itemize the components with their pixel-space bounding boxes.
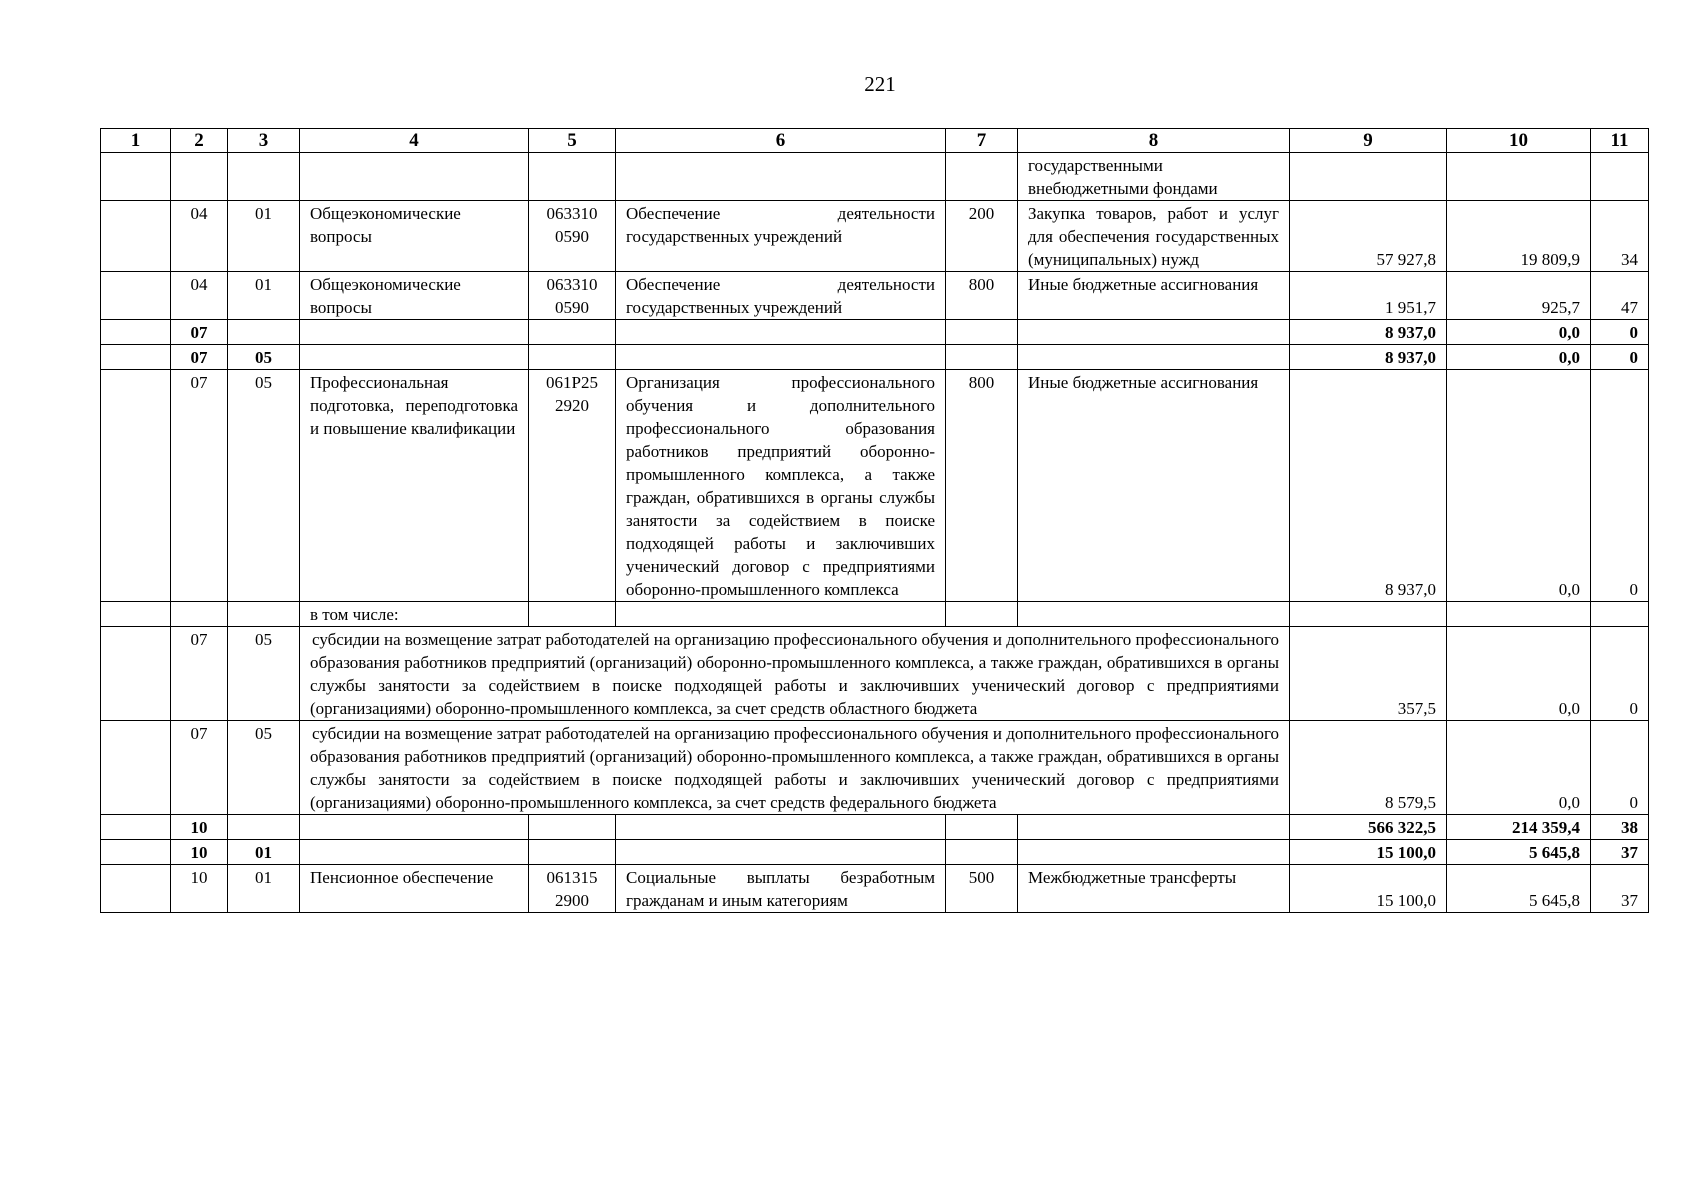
budget-table xyxy=(100,128,1649,913)
cell-section: 10 xyxy=(171,865,228,913)
cell-plan xyxy=(1290,153,1447,201)
cell-actual: 5 645,8 xyxy=(1447,840,1591,865)
cell-1 xyxy=(101,370,171,602)
cell-section: 04 xyxy=(171,201,228,272)
cell-actual xyxy=(1447,153,1591,201)
cell-1 xyxy=(101,840,171,865)
header-cell: 4 xyxy=(300,129,529,153)
cell-expense-type xyxy=(946,815,1018,840)
cell-plan: 15 100,0 xyxy=(1290,840,1447,865)
cell-1 xyxy=(101,345,171,370)
table-row-total xyxy=(101,815,1649,840)
cell-actual: 0,0 xyxy=(1447,370,1591,602)
cell-expense-name: государственными внебюджетными фондами xyxy=(1018,153,1290,201)
cell-percent: 47 xyxy=(1591,272,1649,320)
table-row-total xyxy=(101,840,1649,865)
header-cell: 2 xyxy=(171,129,228,153)
cell-section xyxy=(171,153,228,201)
table-row xyxy=(101,201,1649,272)
cell-target-code: 061Р25 2920 xyxy=(529,370,616,602)
cell-subsection xyxy=(228,815,300,840)
cell-name: в том числе: xyxy=(300,602,529,627)
header-cell: 3 xyxy=(228,129,300,153)
cell-subsection: 05 xyxy=(228,721,300,815)
cell-subsection: 01 xyxy=(228,272,300,320)
cell-actual: 214 359,4 xyxy=(1447,815,1591,840)
cell-actual xyxy=(1447,602,1591,627)
cell-name: Пенсионное обеспечение xyxy=(300,865,529,913)
cell-target-name xyxy=(616,320,946,345)
cell-section: 10 xyxy=(171,815,228,840)
header-cell: 6 xyxy=(616,129,946,153)
cell-expense-type xyxy=(946,840,1018,865)
cell-name: Профессиональная подготовка, переподготовка и повышение квалификации xyxy=(300,370,529,602)
cell-target-name: Социальные выплаты безработным гражданам и иным категориям xyxy=(616,865,946,913)
cell-expense-type xyxy=(946,602,1018,627)
cell-plan: 8 579,5 xyxy=(1290,721,1447,815)
cell-target-code xyxy=(529,153,616,201)
cell-target-code xyxy=(529,320,616,345)
cell-percent: 37 xyxy=(1591,865,1649,913)
cell-percent: 0 xyxy=(1591,320,1649,345)
header-cell: 5 xyxy=(529,129,616,153)
header-cell: 7 xyxy=(946,129,1018,153)
cell-subsection: 01 xyxy=(228,840,300,865)
cell-actual: 0,0 xyxy=(1447,345,1591,370)
cell-1 xyxy=(101,201,171,272)
cell-subsection xyxy=(228,602,300,627)
table-row xyxy=(101,627,1649,721)
cell-target-code: 063310 0590 xyxy=(529,272,616,320)
cell-expense-name: Иные бюджетные ассигнования xyxy=(1018,272,1290,320)
cell-subsidy-description: субсидии на возмещение затрат работодателей на организацию профессионального обучения и дополнительного профессионального образования работников предприятий (организаций) оборонно-промышленного комплекса, а также граждан, обратившихся в органы службы занятости за содействием в поиске подходящей работы и заключивших ученический договор с предприятиями (организациями) оборонно-промышленного комплекса, за счет средств областного бюджета xyxy=(300,627,1290,721)
cell-name xyxy=(300,840,529,865)
cell-actual: 0,0 xyxy=(1447,721,1591,815)
cell-1 xyxy=(101,272,171,320)
page-number: 221 xyxy=(864,72,896,96)
cell-expense-name: Межбюджетные трансферты xyxy=(1018,865,1290,913)
cell-1 xyxy=(101,602,171,627)
table-row xyxy=(101,602,1649,627)
cell-actual: 5 645,8 xyxy=(1447,865,1591,913)
cell-expense-name xyxy=(1018,320,1290,345)
cell-target-code xyxy=(529,345,616,370)
cell-section: 04 xyxy=(171,272,228,320)
cell-plan: 8 937,0 xyxy=(1290,345,1447,370)
cell-section xyxy=(171,602,228,627)
cell-target-name xyxy=(616,840,946,865)
cell-plan: 57 927,8 xyxy=(1290,201,1447,272)
cell-percent: 0 xyxy=(1591,721,1649,815)
cell-expense-name xyxy=(1018,345,1290,370)
cell-target-name xyxy=(616,602,946,627)
cell-subsection: 05 xyxy=(228,345,300,370)
cell-section: 10 xyxy=(171,840,228,865)
header-cell: 9 xyxy=(1290,129,1447,153)
cell-1 xyxy=(101,721,171,815)
cell-subsection xyxy=(228,320,300,345)
cell-section: 07 xyxy=(171,370,228,602)
cell-name: Общеэкономические вопросы xyxy=(300,201,529,272)
cell-1 xyxy=(101,627,171,721)
cell-subsection: 01 xyxy=(228,865,300,913)
cell-plan: 1 951,7 xyxy=(1290,272,1447,320)
cell-actual: 0,0 xyxy=(1447,320,1591,345)
cell-target-code xyxy=(529,840,616,865)
cell-name xyxy=(300,153,529,201)
cell-target-name xyxy=(616,815,946,840)
cell-expense-type xyxy=(946,345,1018,370)
cell-percent: 0 xyxy=(1591,627,1649,721)
cell-percent: 37 xyxy=(1591,840,1649,865)
cell-1 xyxy=(101,153,171,201)
cell-expense-type xyxy=(946,153,1018,201)
cell-plan: 15 100,0 xyxy=(1290,865,1447,913)
cell-percent: 34 xyxy=(1591,201,1649,272)
header-row xyxy=(101,129,1649,153)
cell-percent xyxy=(1591,602,1649,627)
cell-target-name xyxy=(616,345,946,370)
cell-name xyxy=(300,815,529,840)
cell-target-code xyxy=(529,602,616,627)
cell-plan: 357,5 xyxy=(1290,627,1447,721)
cell-actual: 925,7 xyxy=(1447,272,1591,320)
cell-expense-type: 500 xyxy=(946,865,1018,913)
table-row xyxy=(101,370,1649,602)
table-row xyxy=(101,153,1649,201)
cell-target-name xyxy=(616,153,946,201)
cell-expense-name: Закупка товаров, работ и услуг для обеспечения государственных (муниципальных) нужд xyxy=(1018,201,1290,272)
header-cell: 8 xyxy=(1018,129,1290,153)
cell-1 xyxy=(101,320,171,345)
cell-subsection: 05 xyxy=(228,627,300,721)
cell-plan: 566 322,5 xyxy=(1290,815,1447,840)
cell-expense-name xyxy=(1018,602,1290,627)
cell-plan xyxy=(1290,602,1447,627)
cell-actual: 0,0 xyxy=(1447,627,1591,721)
cell-expense-type: 200 xyxy=(946,201,1018,272)
cell-expense-name xyxy=(1018,815,1290,840)
cell-name xyxy=(300,320,529,345)
cell-subsidy-description: субсидии на возмещение затрат работодателей на организацию профессионального обучения и дополнительного профессионального образования работников предприятий (организаций) оборонно-промышленного комплекса, а также граждан, обратившихся в органы службы занятости за содействием в поиске подходящей работы и заключивших ученический договор с предприятиями (организациями) оборонно-промышленного комплекса, за счет средств федерального бюджета xyxy=(300,721,1290,815)
cell-target-code xyxy=(529,815,616,840)
cell-name: Общеэкономические вопросы xyxy=(300,272,529,320)
cell-target-name: Обеспечение деятельности государственных учреждений xyxy=(616,272,946,320)
cell-subsection: 01 xyxy=(228,201,300,272)
cell-subsection: 05 xyxy=(228,370,300,602)
cell-section: 07 xyxy=(171,345,228,370)
cell-target-name: Организация профессионального обучения и дополнительного профессионального образования работников предприятий оборонно-промышленного комплекса, а также граждан, обратившихся в органы службы занятости за содействием в поиске подходящей работы и заключивших ученический договор с предприятиями оборонно-промышленного комплекса xyxy=(616,370,946,602)
cell-section: 07 xyxy=(171,320,228,345)
cell-subsection xyxy=(228,153,300,201)
cell-expense-type: 800 xyxy=(946,370,1018,602)
cell-percent: 0 xyxy=(1591,345,1649,370)
table-row-total xyxy=(101,345,1649,370)
cell-actual: 19 809,9 xyxy=(1447,201,1591,272)
cell-plan: 8 937,0 xyxy=(1290,320,1447,345)
cell-section: 07 xyxy=(171,721,228,815)
cell-expense-name xyxy=(1018,840,1290,865)
table-row-total xyxy=(101,320,1649,345)
cell-1 xyxy=(101,865,171,913)
cell-expense-type: 800 xyxy=(946,272,1018,320)
cell-expense-type xyxy=(946,320,1018,345)
cell-1 xyxy=(101,815,171,840)
cell-name xyxy=(300,345,529,370)
cell-section: 07 xyxy=(171,627,228,721)
table-row xyxy=(101,865,1649,913)
cell-percent: 0 xyxy=(1591,370,1649,602)
header-cell: 11 xyxy=(1591,129,1649,153)
cell-target-name: Обеспечение деятельности государственных учреждений xyxy=(616,201,946,272)
table-row xyxy=(101,272,1649,320)
cell-percent: 38 xyxy=(1591,815,1649,840)
cell-expense-name: Иные бюджетные ассигнования xyxy=(1018,370,1290,602)
table-row xyxy=(101,721,1649,815)
cell-target-code: 061315 2900 xyxy=(529,865,616,913)
header-cell: 10 xyxy=(1447,129,1591,153)
cell-percent xyxy=(1591,153,1649,201)
cell-plan: 8 937,0 xyxy=(1290,370,1447,602)
header-cell: 1 xyxy=(101,129,171,153)
cell-target-code: 063310 0590 xyxy=(529,201,616,272)
